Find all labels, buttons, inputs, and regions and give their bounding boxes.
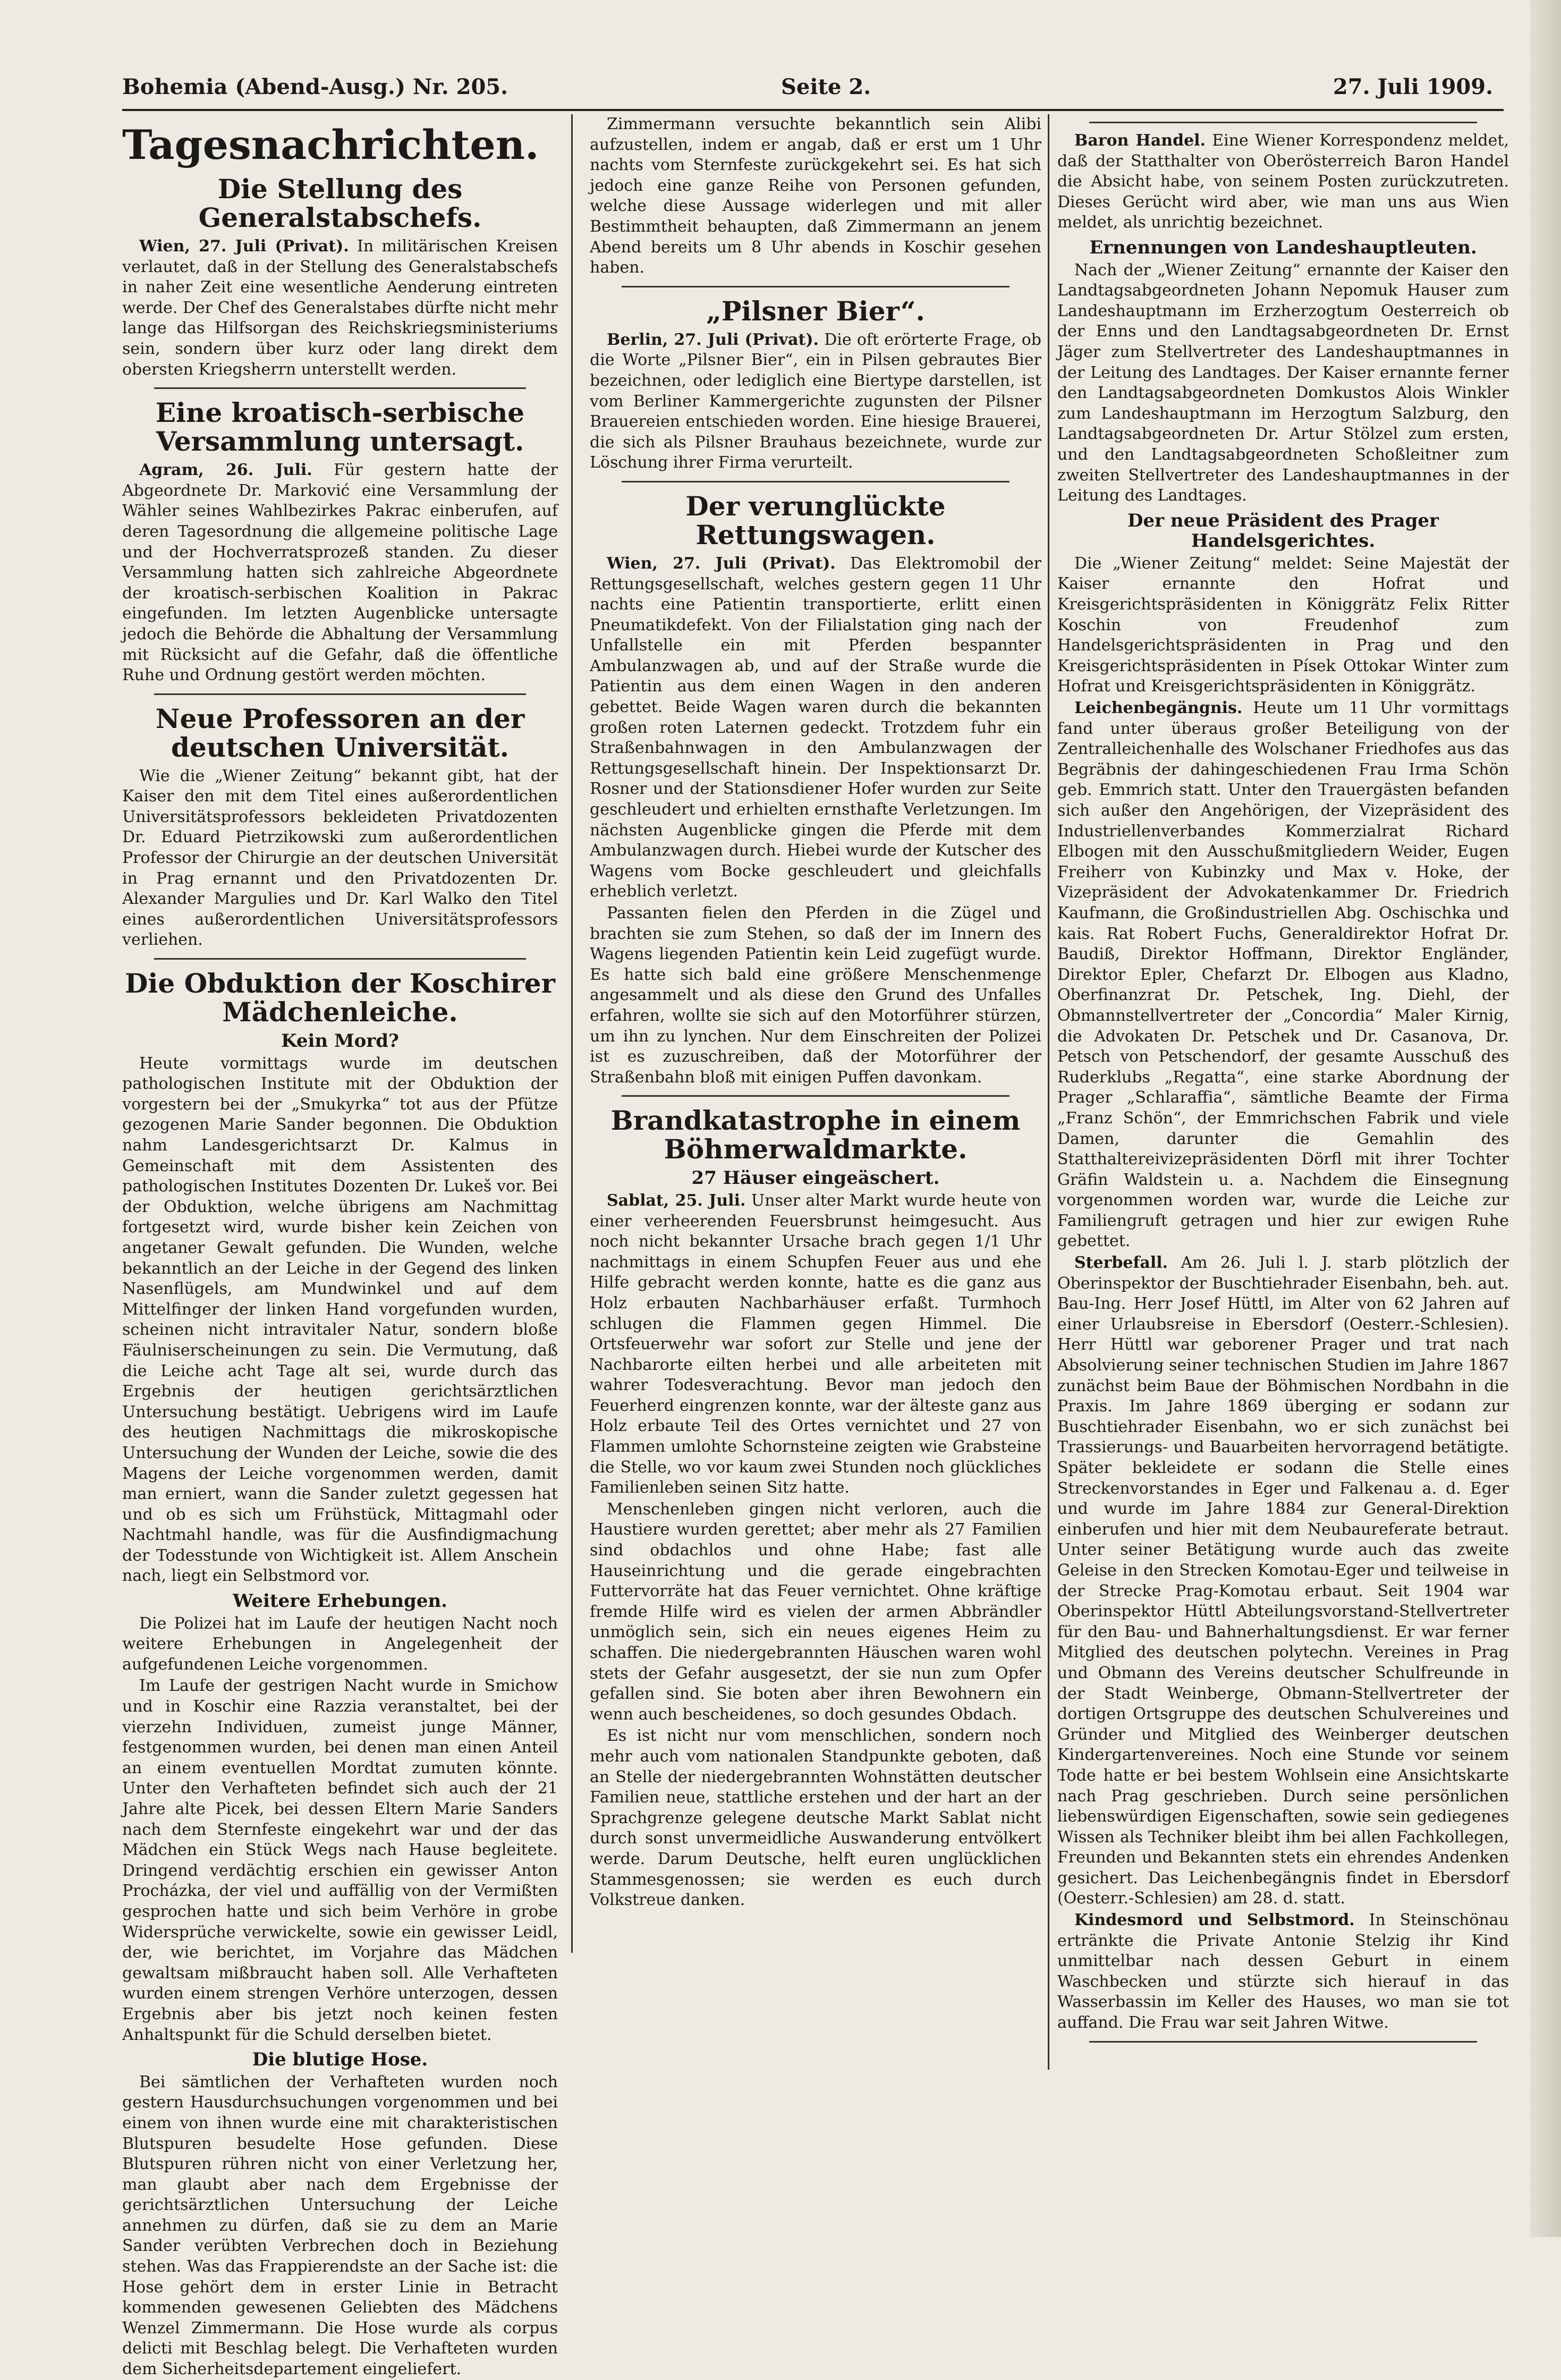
rettungswagen-paragraph-2: Passanten fielen den Pferden in die Zügel und brachten sie zum Stehen, so daß der im Innern des Wagens liegenden Patientin kein Leid zugefügt wurde. Es hatte sich bald eine größere Menschenmenge angesammelt und als diese den Grund des Unfalles erfahren, wollte sie sich auf den Motorführer stürzen, um ihn zu lynchen. Nur dem Einschreiten der Polizei ist es zuzuschreiben, daß der Motorführer der Straßenbahn bloß mit einigen Puffen davonkam. [590,904,1041,1087]
article-divider [1089,122,1477,123]
article-title-brand: Brandkatastrophe in einem Böhmerwaldmarkte. [610,1105,1021,1165]
subhead-kein-mord: Kein Mord? [281,1030,399,1052]
header-page-number: Seite 2. [781,74,871,99]
header-rule [122,109,1504,111]
article-title-praesident: Der neue Präsident des Prager Handelsgerichtes. [1127,510,1439,552]
column-divider-1 [571,114,573,1953]
article-title-professoren: Neue Professoren an der deutschen Universität. [155,702,525,763]
article-title-kroatisch: Eine kroatisch-serbische Versammlung untersagt. [155,397,525,458]
article-title-rettungswagen: Der verunglückte Rettungswagen. [685,490,946,550]
text-kindesmord: In Steinschönau ertränkte die Private Antonie Stelzig ihr Kind unmittelbar nach dessen Geburt in einem Waschbecken und stürzte sich hierauf in das Wasserbassin im Keller des Hauses, wo man sie tot auffand. Die Frau war seit Jahren Witwe. [1057,1911,1509,2032]
header-date: 27. Juli 1909. [1333,74,1493,99]
brand-paragraph-3: Es ist nicht nur vom menschlichen, sondern noch mehr auch vom nationalen Standpunkte geboten, daß an Stelle der niedergebrannten Wohnstätten deutscher Familien neue, stattliche erstehen und der hart an der Sprachgrenze gelegene deutsche Markt Sablat nicht durch sonst unvermeidliche Auswanderung entvölkert werde. Darum Deutsche, helft euren unglücklichen Stammesgenossen; sie werden es euch durch Volkstreue danken. [590,1726,1041,1910]
text-leichenbegaengnis: Heute um 11 Uhr vormittags fand unter überaus großer Beteiligung von der Zentralleichenhalle des Wolschaner Friedhofes aus das Begräbnis der dahingeschiedenen Frau Irma Schön geb. Emmrich statt. Unter den Trauergästen befanden sich außer den Angehörigen, der Vizepräsident des Industriellenverbandes Kommerzialrat Richard Elbogen mit den Ausschußmitgliedern Weider, Eugen Freiherr von Kubinzky und Max v. Hoke, der Vizepräsident der Advokatenkammer Dr. Friedrich Kaufmann, die Großindustriellen Abg. Oschischka und kais. Rat Robert Fuchs, Generaldirektor Hofrat Dr. Baudiß, Direktor Hoffmann, Direktor Engländer, Direktor Epler, Chefarzt Dr. Elbogen aus Kladno, Oberfinanzrat Dr. Petschek, Ing. Diehl, der Obmannstellvertreter der „Concordia“ Maler Kirnig, die Advokaten Dr. Petschek und Dr. Casanova, Dr. Petsch von Petschendorf, der gesamte Ausschuß des Ruderklubs „Regatta“, eine starke Abordnung der Prager „Schlaraffia“, sämtliche Beamte der Firma „Franz Schön“, der Emmrichschen Fabrik und viele Damen, darunter die Gemahlin des Statthaltereivizepräsidenten Dörfl mit ihrer Tochter Gräfin Waldstein u. a. Nachdem die Einsegnung vorgenommen worden war, wurde die Leiche zur Familiengruft getragen und hier zur ewigen Ruhe gebettet. [1057,699,1509,1251]
obduktion-paragraph-5: Zimmermann versuchte bekanntlich sein Alibi aufzustellen, indem er angab, daß er erst um 1 Uhr nachts vom Sternfeste zurückgekehrt sei. Es hat sich jedoch eine ganze Reihe von Personen gefunden, welche diese Aussage widerlegen und mit aller Bestimmtheit behaupten, daß Zimmermann an jenem Abend bereits um 8 Uhr abends in Koschir gesehen haben. [590,115,1041,277]
article-body-professoren: Wie die „Wiener Zeitung“ bekannt gibt, hat der Kaiser den mit dem Titel eines außerordentlichen Universitätsprofessors bekleideten Privatdozenten Dr. Eduard Pietrzikowski zum außerordentlichen Professor der Chirurgie an der deutschen Universität in Prag ernannt und den Privatdozenten Dr. Alexander Margulies und Dr. Karl Walko den Titel eines außerordentlichen Universitätsprofessors verliehen. [122,766,558,950]
dateline-brand: Sablat, 25. Juli. [607,1191,746,1210]
article-body-praesident: Die „Wiener Zeitung“ meldet: Seine Majestät der Kaiser ernannte den Hofrat und Kreisgerichtspräsidenten in Königgrätz Felix Ritter Koschin von Freudenhof zum Handelsgerichtspräsidenten in Prag und den Kreisgerichtspräsidenten in Písek Ottokar Winter zum Hofrat und Kreisgerichtspräsidenten in Königgrätz. [1057,554,1509,696]
article-title-landeshauptleute: Ernennungen von Landeshauptleuten. [1089,236,1477,258]
dateline-generalstab: Wien, 27. Juli (Privat). [139,237,349,256]
header-publication: Bohemia (Abend-Ausg.) Nr. 205. [122,74,508,99]
obduktion-paragraph-1: Heute vormittags wurde im deutschen pathologischen Institute mit der Obduktion der vorgestern bei der „Smukyrka“ tot aus der Pfütze gezogenen Marie Sander begonnen. Die Obduktion nahm Landesgerichtsarzt Dr. Kalmus in Gemeinschaft mit dem Assistenten des pathologischen Institutes Dozenten Dr. Lukeš vor. Bei der Obduktion, welche übrigens am Nachmittag fortgesetzt wird, wurde bisher kein Zeichen von angetaner Gewalt gefunden. Die Wunden, welche bekanntlich an der Leiche in der Gegend des linken Nasenflügels, am Mundwinkel und auf dem Mittelfinger der linken Hand vorgefunden wurden, scheinen nicht intravitaler Natur, sondern bloße Fäulniserscheinungen zu sein. Die Vermutung, daß die Leiche acht Tage alt sei, wurde durch das Ergebnis der heutigen gerichtsärztlichen Untersuchung bestätigt. Uebrigens wird im Laufe des heutigen Nachmittags die mikroskopische Untersuchung der Wunden der Leiche, sowie die des Magens der Leiche vorgenommen werden, damit man erniert, wann die Sander zuletzt gegessen hat und ob es sich um Frühstück, Mittagmahl oder Nachtmahl handle, was für die Ausfindigmachung der Todesstunde von Wichtigkeit ist. Allem Anschein nach, liegt ein Selbstmord vor. [122,1054,558,1586]
text-pilsner: Die oft erörterte Frage, ob die Worte „Pilsner Bier“, ein in Pilsen gebrautes Bier bezeichnen, oder lediglich eine Biertype darstellen, ist vom Berliner Kammergerichte zugunsten der Pilsner Brauereien entschieden worden. Eine hiesige Brauerei, die sich als Pilsner Brauhaus bezeichnete, wurde zur Löschung ihrer Firma verurteilt. [590,330,1041,472]
dateline-pilsner: Berlin, 27. Juli (Privat). [607,330,819,349]
subhead-weitere-erhebungen: Weitere Erhebungen. [232,1590,448,1612]
article-body-handel [1057,131,1509,233]
text-sterbefall: Am 26. Juli l. J. starb plötzlich der Oberinspektor der Buschtiehrader Eisenbahn, beh. aut. Bau-Ing. Herr Josef Hüttl, im Alter von 62 Jahren auf einer Urlaubsreise in Ebersdorf (Oesterr.-Schlesien). Herr Hüttl war geborener Prager und trat nach Absolvierung seiner technischen Studien im Jahre 1867 zunächst beim Baue der Böhmischen Nordbahn in die Praxis. Im Jahre 1869 überging er sodann zur Buschtiehrader Eisenbahn, wo er sich zunächst bei Trassierungs- und Bauarbeiten hervorragend betätigte. Später bekleidete er sodann die Stelle eines Streckenvorstandes in Eger und Falkenau a. d. Eger und wurde im Jahre 1884 zur General-Direktion einberufen und hier mit dem Neubaureferate betraut. Unter seiner Betätigung wurde auch das zweite Geleise in den Strecken Komotau-Eger und teilweise in der Strecke Prag-Komotau erbaut. Seit 1904 war Oberinspektor Hüttl Abteilungsvorstand-Stellvertreter für den Bau- und Bahnerhaltungsdienst. Er war ferner Mitglied des deutschen polytechn. Vereines in Prag und Obmann des Vereins deutscher Schulfreunde in der Stadt Weinberge, Obmann-Stellvertreter der dortigen Ortsgruppe des deutschen Schulvereines und Gründer und Mitglied des Weinberger deutschen Kindergartenvereines. Noch eine Stunde vor seinem Tode hatte er bei bestem Wohlsein eine Ansichtskarte nach Prag geschrieben. Durch seine persönlichen liebenswürdigen Eigenschaften, sowie sein gediegenes Wissen als Techniker bleibt ihm bei allen Fachkollegen, Freunden und Bekannten stets ein ehrendes Andenken gesichert. Das Leichenbegängnis findet in Ebersdorf (Oesterr.-Schlesien) am 28. d. statt. [1057,1253,1509,1908]
text-handel: Eine Wiener Korrespondenz meldet, daß der Statthalter von Oberösterreich Baron Handel die Absicht habe, von seinem Posten zurückzutreten. Dieses Gerücht wird aber, wie man uns aus Wien meldet, als unrichtig bezeichnet. [1057,131,1509,232]
article-title-generalstab: Die Stellung des Generalstabschefs. [198,173,482,233]
obduktion-paragraph-2: Die Polizei hat im Laufe der heutigen Nacht noch weitere Erhebungen in Angelegenheit der aufgefundenen Leiche vorgenommen. [122,1614,558,1674]
article-title-obduktion: Die Obduktion der Koschirer Mädchenleiche. [125,968,555,1028]
column-3 [1057,114,1509,2032]
headline-sterbefall: Sterbefall. [1074,1253,1168,1273]
dateline-kroatisch: Agram, 26. Juli. [139,461,312,480]
article-divider [622,286,1009,287]
article-divider [1089,2041,1477,2043]
article-divider [154,387,526,389]
text-brand-1: Unser alter Markt wurde heute von einer verheerenden Feuersbrunst heimgesucht. Aus noch nicht bekannter Ursache brach gegen 1/1 Uhr nachmittags in einem Schupfen Feuer aus und ehe Hilfe gebracht werden konnte, hatte es die ganz aus Holz erbauten Nachbarhäuser erfaßt. Turmhoch schlugen die Flammen gegen Himmel. Die Ortsfeuerwehr war sofort zur Stelle und jene der Nachbarorte eilten herbei und alle arbeiteten mit wahrer Todesverachtung. Bevor man jedoch den Feuerherd eingrenzen konnte, war der älteste ganz aus Holz erbaute Teil des Ortes vernichtet und 27 von Flammen umlohte Schornsteine zeigten wie Grabsteine die Stelle, wo vor kaum zwei Stunden noch glückliches Familienleben seinen Sitz hatte. [590,1191,1042,1497]
article-body-leichenbegaengnis [1057,698,1509,1252]
article-body-sterbefall [1057,1253,1509,1909]
headline-handel: Baron Handel. [1074,131,1206,150]
article-divider [622,481,1009,482]
text-rettungswagen-1: Das Elektromobil der Rettungsgesellschaft, welches gestern gegen 11 Uhr nachts eine Patientin transportierte, erlitt einen Pneumatikdefekt. Von der Filialstation ging nach der Unfallstelle ein mit Pferden bespannter Ambulanzwagen ab, und auf der Straße wurde die Patientin aus dem einen Wagen in den anderen gebettet. Beide Wagen waren durch die bekannten großen roten Laternen gedeckt. Trotzdem fuhr ein Straßenbahnwagen in den Ambulanzwagen der Rettungsgesellschaft hinein. Der Inspektionsarzt Dr. Rosner und der Stationsdiener Hofer wurden zur Seite geschleudert und erhielten ernsthafte Verletzungen. Im nächsten Augenblicke gingen die Pferde mit dem Ambulanzwagen durch. Hiebei wurde der Kutscher des Wagens vom Bocke geschleudert und gleichfalls erheblich verletzt. [590,554,1041,901]
article-divider [154,958,526,960]
column-2 [590,114,1041,2070]
obduktion-paragraph-3: Im Laufe der gestrigen Nacht wurde in Smichow und in Koschir eine Razzia veranstaltet, bei der vierzehn Individuen, zumeist junge Männer, festgenommen wurden, bei denen man einen Anteil an einem eventuellen Mordtat zumuten könnte. Unter den Verhafteten befindet sich auch der 21 Jahre alte Picek, bei dessen Eltern Marie Sanders nach dem Sternfeste eingekehrt war und der das Mädchen ein Stück Wegs nach Hause begleitete. Dringend verdächtig erschien ein gewisser Anton Procházka, der viel und auffällig von der Vermißten gesprochen hatte und sich beim Verhöre in grobe Widersprüche verwickelte, sowie ein gewisser Leidl, der, wie berichtet, im Vorjahre das Mädchen gewaltsam mißbraucht haben soll. Alle Verhafteten wurden einem strengen Verhöre unterzogen, dessen Ergebnis aber bis jetzt noch keinen festen Anhaltspunkt für die Schuld derselben bietet. [122,1676,558,2044]
headline-leichenbegaengnis: Leichenbegängnis. [1074,699,1243,718]
rettungswagen-paragraph-1 [590,554,1041,902]
dateline-rettungswagen: Wien, 27. Juli (Privat). [607,554,836,573]
column-divider-2 [1048,114,1049,2070]
brand-paragraph-1 [590,1191,1041,1498]
text-generalstab: In militärischen Kreisen verlautet, daß in der Stellung des Generalstabschefs in naher Zeit eine wesentliche Aenderung eintreten werde. Der Chef des Generalstabes dürfte nicht mehr lange das Hilfsorgan des Reichskriegsministeriums sein, sondern über kurz oder lang direkt dem obersten Kriegsherrn unterstellt werden. [122,237,558,379]
article-divider [622,1095,1009,1097]
article-title-pilsner: „Pilsner Bier“. [706,295,925,327]
article-body-landeshauptleute: Nach der „Wiener Zeitung“ ernannte der Kaiser den Landtagsabgeordneten Johann Nepomuk Hauser zum Landeshauptmann im Erzherzogtum Oesterreich ob der Enns und den Landtagsabgeordneten Dr. Ernst Jäger zum Stellvertreter des Landeshauptmannes in der Leitung des Landtages. Der Kaiser ernannte ferner den Landtagsabgeordneten Domkustos Alois Winkler zum Landeshauptmann im Herzogtum Salzburg, den Landtagsabgeordneten Dr. Artur Stölzel zum ersten, und den Landtagsabgeordneten Schoßleitner zum zweiten Stellvertreter des Landeshauptmannes in der Leitung des Landtages. [1057,260,1509,505]
article-body-generalstab [122,236,558,380]
column-1 [122,114,558,2379]
brand-paragraph-2: Menschenleben gingen nicht verloren, auch die Haustiere wurden gerettet; aber mehr als 27 Familien sind obdachlos und ohne Habe; fast alle Hauseinrichtung und die gerade eingebrachten Futtervorräte hat das Feuer vernichtet. Ohne kräftige fremde Hilfe wird es vielen der armen Abbrändler unmöglich sein, sich ein neues eigenes Heim zu schaffen. Die niedergebrannten Häuschen waren wohl stets der Gefahr ausgesetzt, der sie nun zum Opfer gefallen sind. Sie boten aber ihren Bewohnern ein wenn auch bescheidenes, so doch gesundes Obdach. [590,1500,1041,1724]
subhead-blutige-hose: Die blutige Hose. [252,2049,428,2071]
text-kroatisch: Für gestern hatte der Abgeordnete Dr. Marković eine Versammlung der Wähler seines Wahlbezirkes Pakrac einberufen, auf deren Tagesordnung die allgemeine politische Lage und der Hochverratsprozeß standen. Zu dieser Versammlung hatten sich zahlreiche Abgeordnete der kroatisch-serbischen Koalition in Pakrac eingefunden. Im letzten Augenblicke untersagte jedoch die Behörde die Abhaltung der Versammlung mit Rücksicht auf die Gefahr, daß die öffentliche Ruhe und Ordnung gestört werden möchten. [122,461,558,685]
article-divider [154,693,526,695]
article-body-kroatisch [122,460,558,686]
article-body-pilsner [590,330,1041,473]
headline-kindesmord: Kindesmord und Selbstmord. [1074,1911,1355,1930]
obduktion-paragraph-4: Bei sämtlichen der Verhafteten wurden noch gestern Hausdurchsuchungen vorgenommen und bei einem von ihnen wurde eine mit charakteristischen Blutspuren besudelte Hose gefunden. Diese Blutspuren rühren nicht von einer Verletzung her, man glaubt aber nach dem Ergebnisse der gerichtsärztlichen Untersuchung der Leiche annehmen zu dürfen, daß sie zu dem an Marie Sander verübten Verbrechen doch in Beziehung stehen. Was das Frappierendste an der Sache ist: die Hose gehört dem in erster Linie in Betracht kommenden gewesenen Geliebten des Mädchens Wenzel Zimmermann. Die Hose wurde als corpus delicti mit Beschlag belegt. Die Verhafteten wurden dem Sicherheitsdepartement eingeliefert. [122,2072,558,2379]
page-edge-shadow [1530,0,1561,2237]
article-body-kindesmord [1057,1910,1509,2034]
section-title: Tagesnachrichten. [122,121,539,168]
subhead-haeuser-eingeaeschert: 27 Häuser eingeäschert. [691,1167,940,1189]
